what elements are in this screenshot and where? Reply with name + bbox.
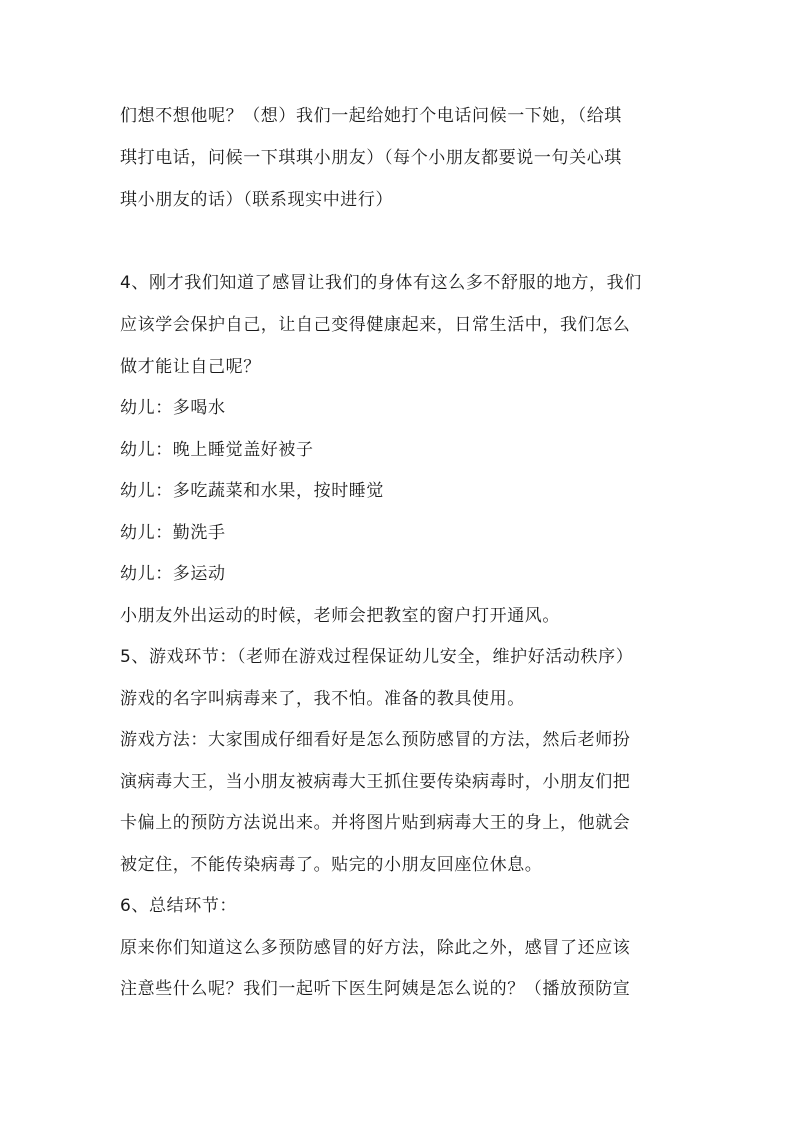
- paragraph-line: 演病毒大王，当小朋友被病毒大王抓住要传染病毒时，小朋友们把: [120, 772, 631, 792]
- child-answer-line: 幼儿：多吃蔬菜和水果，按时睡觉: [120, 481, 384, 501]
- paragraph-line: 游戏的名字叫病毒来了，我不怕。准备的教具使用。: [120, 689, 525, 709]
- paragraph-line: 卡偏上的预防方法说出来。并将图片贴到病毒大王的身上，他就会: [120, 813, 631, 833]
- paragraph-line: 注意些什么呢？我们一起听下医生阿姨是怎么说的？（播放预防宣: [120, 979, 631, 999]
- paragraph-line: 原来你们知道这么多预防感冒的好方法，除此之外，感冒了还应该: [120, 938, 631, 958]
- child-answer-line: 幼儿：晚上睡觉盖好被子: [120, 440, 314, 460]
- child-answer-line: 幼儿：多喝水: [120, 398, 226, 418]
- paragraph-line: 小朋友外出运动的时候，老师会把教室的窗户打开通风。: [120, 606, 560, 626]
- paragraph-line: 琪小朋友的话）（联系现实中进行）: [120, 190, 394, 210]
- paragraph-line: 游戏方法：大家围成仔细看好是怎么预防感冒的方法，然后老师扮: [120, 730, 631, 750]
- paragraph-line: 做才能让自己呢？: [120, 357, 261, 377]
- section-6-line: 6、总结环节：: [120, 896, 238, 916]
- section-5-line: 5、游戏环节：（老师在游戏过程保证幼儿安全，维护好活动秩序）: [120, 647, 634, 667]
- child-answer-line: 幼儿：勤洗手: [120, 523, 226, 543]
- child-answer-line: 幼儿：多运动: [120, 564, 226, 584]
- paragraph-line: 应该学会保护自己，让自己变得健康起来，日常生活中，我们怎么: [120, 315, 631, 335]
- paragraph-line: 琪打电话，问候一下琪琪小朋友）（每个小朋友都要说一句关心琪: [120, 148, 622, 168]
- paragraph-line: 被定住，不能传染病毒了。贴完的小朋友回座位休息。: [120, 855, 543, 875]
- section-4-line: 4、刚才我们知道了感冒让我们的身体有这么多不舒服的地方，我们: [120, 273, 642, 293]
- paragraph-line: 们想不想他呢？（想）我们一起给她打个电话问候一下她，（给琪: [120, 106, 622, 126]
